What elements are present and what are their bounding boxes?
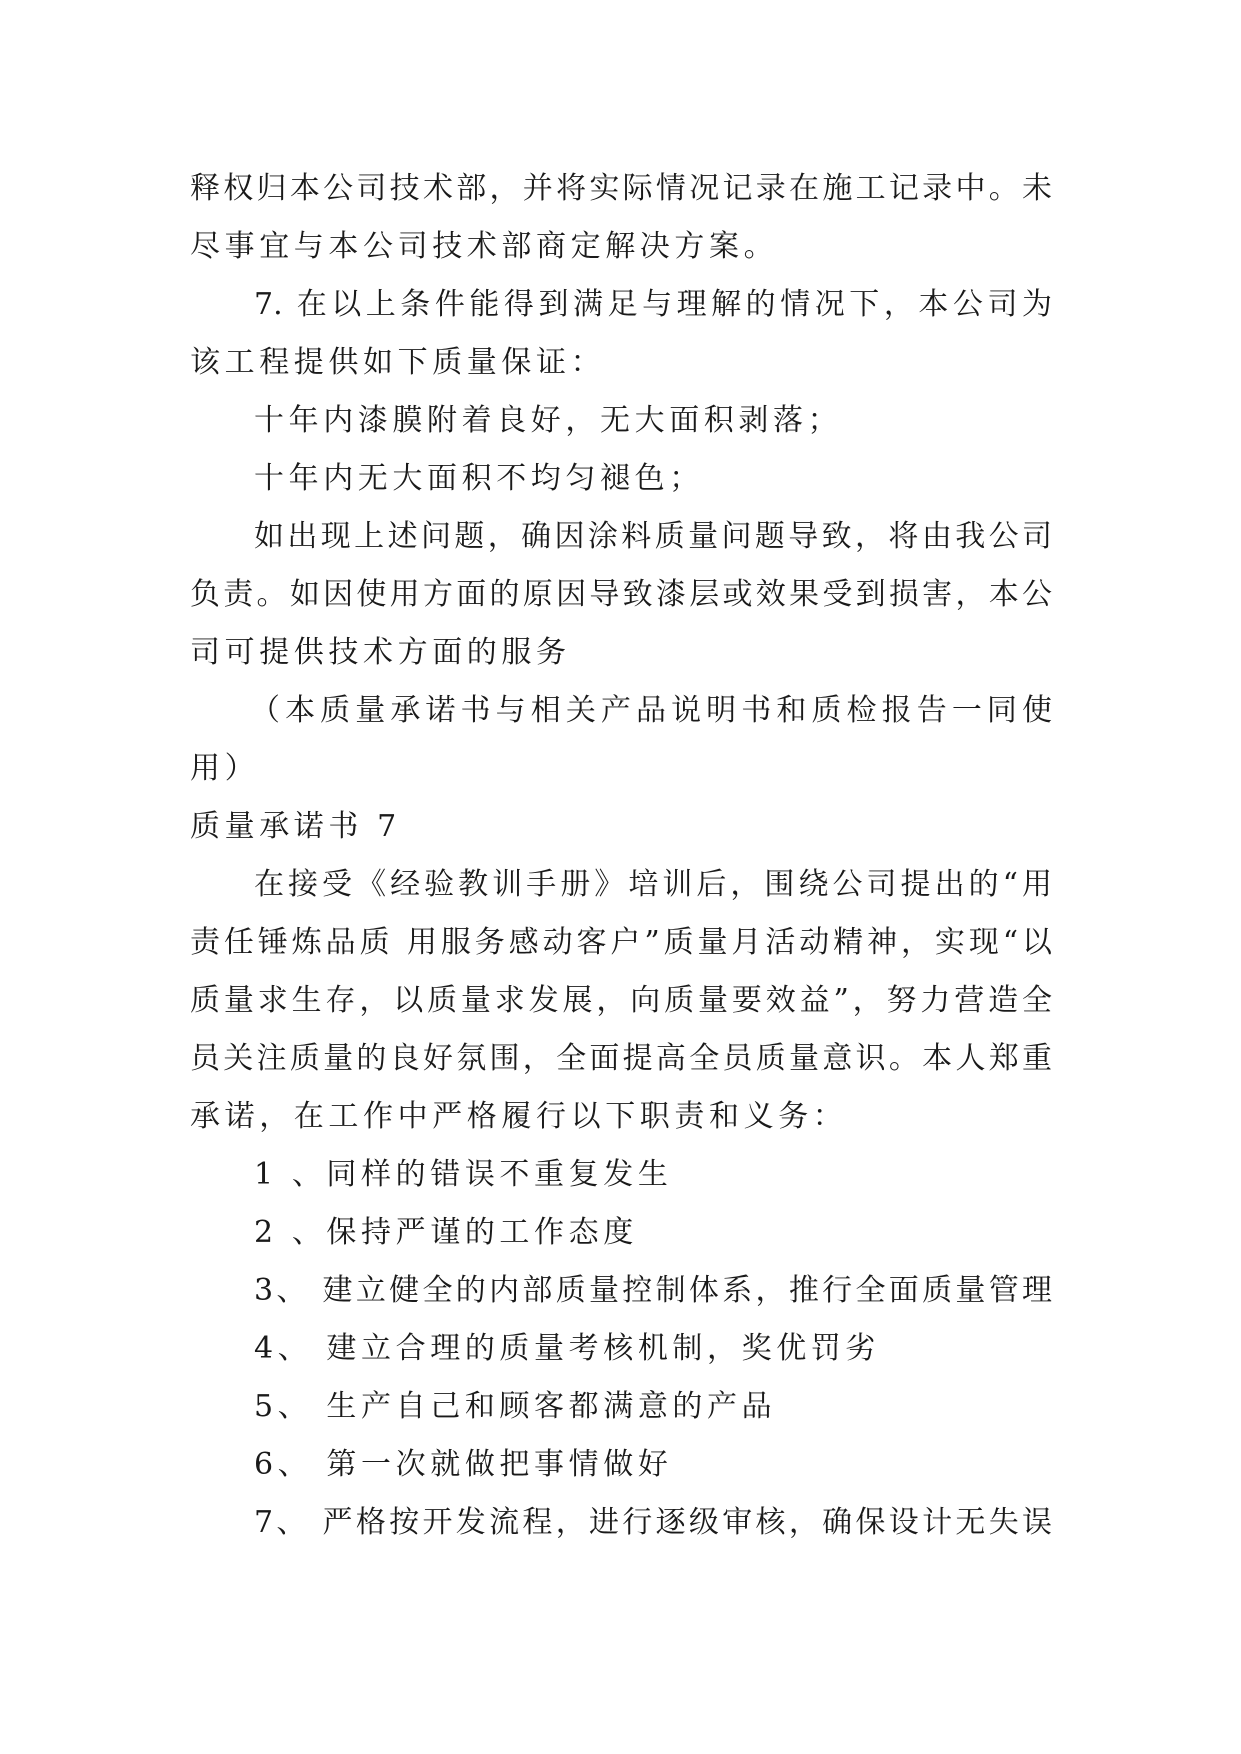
paragraph-line: 释权归本公司技术部，并将实际情况记录在施工记录中。未 — [190, 171, 1052, 206]
paragraph-line: 质量求生存，以质量求发展，向质量要效益”，努力营造全 — [190, 983, 1052, 1018]
paragraph-line: 该工程提供如下质量保证： — [190, 345, 606, 380]
paragraph-line: 司可提供技术方面的服务 — [190, 635, 571, 670]
document-page — [190, 160, 1052, 1552]
guarantee-item: 十年内漆膜附着良好，无大面积剥落； — [254, 403, 843, 438]
note-line: （本质量承诺书与相关产品说明书和质检报告一同使 — [250, 693, 1052, 728]
paragraph-line: 尽事宜与本公司技术部商定解决方案。 — [190, 229, 779, 264]
paragraph-line: 负责。如因使用方面的原因导致漆层或效果受到损害，本公 — [190, 577, 1052, 612]
paragraph-line: 员关注质量的良好氛围，全面提高全员质量意识。本人郑重 — [190, 1041, 1052, 1076]
list-item: 1 、同样的错误不重复发生 — [254, 1157, 673, 1192]
list-item: 5、 生产自己和顾客都满意的产品 — [254, 1389, 777, 1424]
list-item: 3、 建立健全的内部质量控制体系，推行全面质量管理 — [254, 1273, 1052, 1308]
guarantee-item: 十年内无大面积不均匀褪色； — [254, 461, 704, 496]
paragraph-line: 7. 在以上条件能得到满足与理解的情况下，本公司为 — [254, 287, 1052, 322]
paragraph-line: 在接受《经验教训手册》培训后，围绕公司提出的“用 — [254, 867, 1052, 902]
list-item: 2 、保持严谨的工作态度 — [254, 1215, 638, 1250]
paragraph-line: 如出现上述问题，确因涂料质量问题导致，将由我公司 — [254, 519, 1052, 554]
section-title: 质量承诺书 7 — [190, 809, 401, 844]
list-item: 7、 严格按开发流程，进行逐级审核，确保设计无失误 — [254, 1505, 1052, 1540]
list-item: 6、 第一次就做把事情做好 — [254, 1447, 673, 1482]
paragraph-line: 承诺，在工作中严格履行以下职责和义务： — [190, 1099, 848, 1134]
paragraph-line: 责任锤炼品质 用服务感动客户”质量月活动精神，实现“以 — [190, 925, 1052, 960]
list-item: 4、 建立合理的质量考核机制，奖优罚劣 — [254, 1331, 881, 1366]
note-line: 用） — [190, 751, 260, 786]
